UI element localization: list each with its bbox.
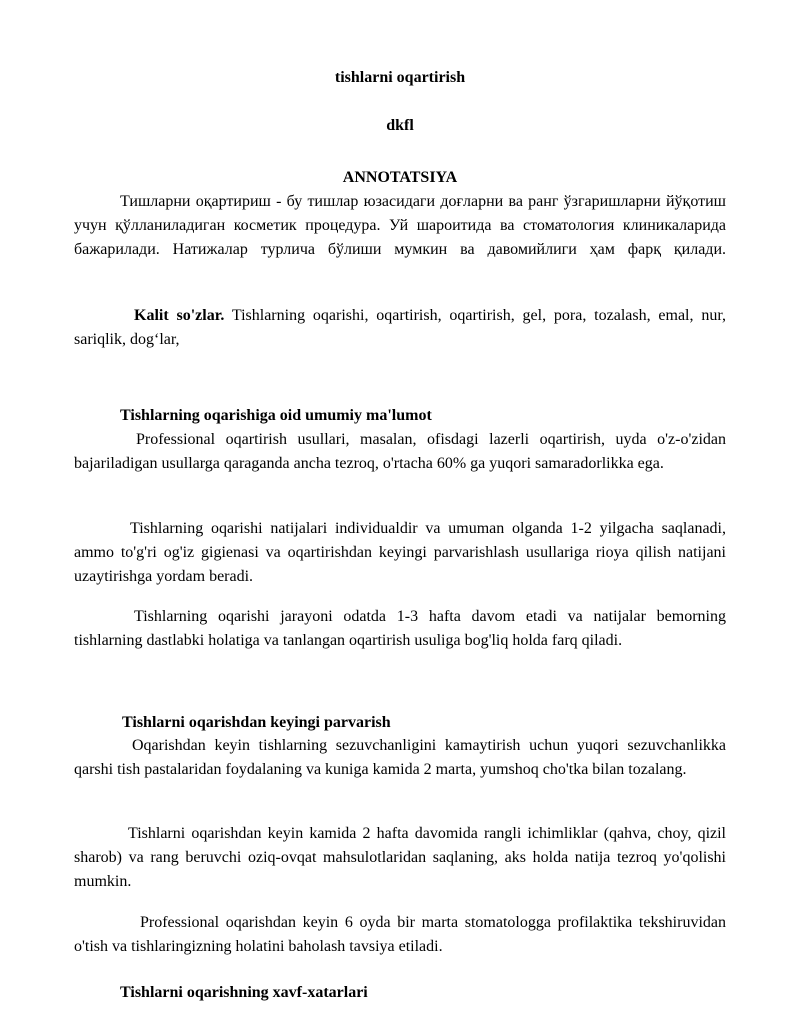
keywords-text: Tishlarning oqarishi, oqartirish, oqartirish, gel, pora, tozalash, emal, nur, sariqlik, dog‘lar, (74, 307, 727, 348)
section-paragraph: Tishlarning oqarishi jarayoni odatda 1-3 hafta davom etadi va natijalar bemorning tishlarning dastlabki holatiga va tanlangan oqartirish usuliga bog'liq holda farq qiladi. (74, 608, 726, 649)
section-heading: Tishlarning oqarishiga oid umumiy ma'lumot (120, 407, 432, 424)
keywords-paragraph (74, 304, 726, 352)
section-paragraph: Professional oqartirish usullari, masalan, ofisdagi lazerli oqartirish, uyda o'z-o'zidan bajariladigan usullarga qaraganda ancha tezroq, o'rtacha 60% ga yuqori samaradorlikka ega. (74, 431, 726, 472)
document-author: dkfl (386, 117, 414, 134)
document-title: tishlarni oqartirish (334, 69, 466, 86)
annotation-paragraph: Тишларни оқартириш - бу тишлар юзасидаги доғларни ва ранг ўзгаришларни йўқотиш учун қўлланиладиган косметик процедура. Уй шароитида ва стоматология клиникаларида бажарилади. Натижалар турлича бўлиши мумкин ва давомийлиги ҳам фарқ қилади. (74, 193, 726, 258)
section-paragraph: Oqarishdan keyin tishlarning sezuvchanligini kamaytirish uchun yuqori sezuvchanlikka qarshi tish pastalaridan foydalaning va kuniga kamida 2 marta, yumshoq cho'tka bilan tozalang. (74, 737, 726, 778)
section-paragraph: Professional oqarishdan keyin 6 oyda bir marta stomatologga profilaktika tekshiruvidan o'tish va tishlaringizning holatini baholash tavsiya etiladi. (74, 914, 726, 955)
keywords-label: Kalit so'zlar. (134, 307, 225, 324)
section-paragraph: Tishlarning oqarishi natijalari individualdir va umuman olganda 1-2 yilgacha saqlanadi, ammo to'g'ri og'iz gigienasi va oqartirishdan keyingi parvarishlash usullariga rioya qilish natijani uzaytirishga yordam beradi. (74, 520, 726, 585)
section-heading: Tishlarni oqarishdan keyingi parvarish (122, 714, 391, 731)
annotation-heading: ANNOTATSIYA (342, 169, 458, 186)
section-paragraph: Tishlarni oqarishdan keyin kamida 2 hafta davomida rangli ichimliklar (qahva, choy, qizil sharob) va rang beruvchi oziq-ovqat mahsulotlaridan saqlaning, aks holda natija tezroq yo'qolishi mumkin. (74, 825, 726, 890)
section-heading: Tishlarni oqarishning xavf-xatarlari (120, 984, 368, 1001)
